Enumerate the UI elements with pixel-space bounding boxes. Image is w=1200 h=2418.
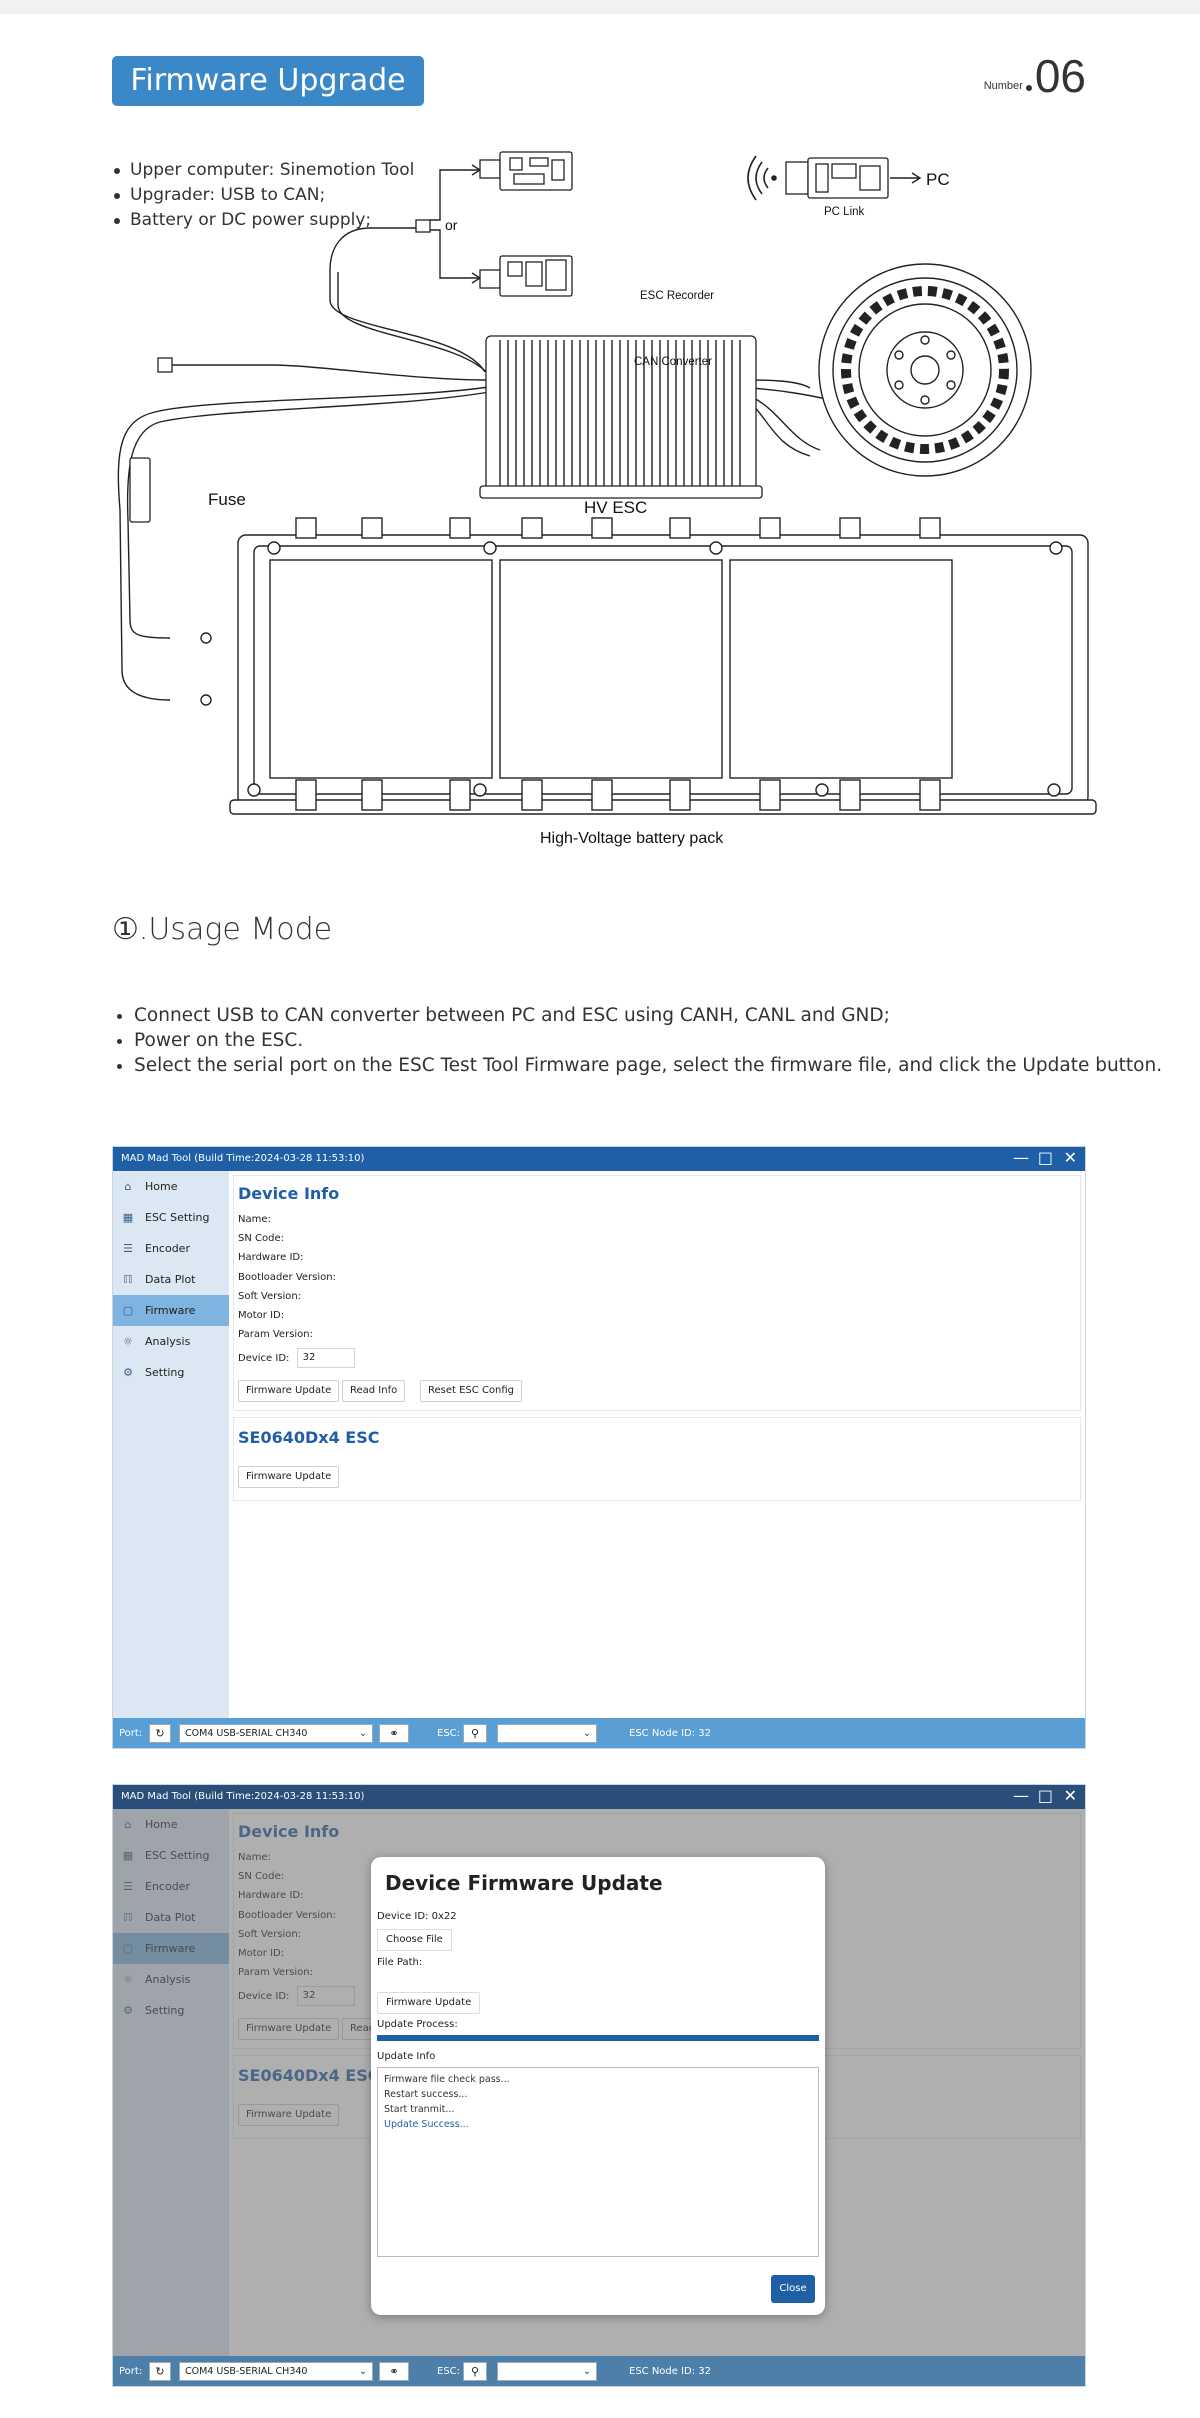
log-line: Restart success... xyxy=(384,2089,468,2100)
esc-select[interactable] xyxy=(497,1724,597,1743)
close-icon[interactable]: ✕ xyxy=(1063,1786,1077,1805)
esc-node-id: ESC Node ID: 32 xyxy=(629,1728,712,1739)
page-number xyxy=(984,52,1086,100)
mad-tool-window-update xyxy=(112,1784,1086,2387)
dialog-title: Device Firmware Update xyxy=(385,1871,663,1895)
usage-item: Power on the ESC. xyxy=(112,1028,1162,1053)
device-info-panel xyxy=(233,1175,1081,1411)
fuse-label: Fuse xyxy=(208,490,246,509)
maximize-icon[interactable]: □ xyxy=(1037,1148,1053,1167)
sidebar-item-label: ESC Setting xyxy=(145,1211,210,1224)
choose-file-button[interactable]: Choose File xyxy=(377,1929,452,1951)
search-esc-button[interactable]: ⚲ xyxy=(463,1724,487,1743)
home-icon: ⌂ xyxy=(124,1179,132,1193)
esc-firmware-update-button[interactable]: Firmware Update xyxy=(238,1466,339,1488)
sidebar-item-setting[interactable] xyxy=(113,1357,229,1388)
wiring-diagram xyxy=(110,150,1100,860)
esc-select[interactable] xyxy=(497,2362,597,2381)
esc-recorder-label: ESC Recorder xyxy=(640,290,715,302)
status-bar xyxy=(113,2356,1085,2386)
sidebar-item-data-plot[interactable] xyxy=(113,1264,229,1295)
minimize-icon[interactable]: — xyxy=(1013,1786,1029,1805)
firmware-icon: ▢ xyxy=(122,1303,134,1317)
analysis-icon: ☼ xyxy=(123,1334,133,1348)
motor-id-field: Motor ID: xyxy=(238,1310,285,1321)
or-label: or xyxy=(445,217,458,233)
sidebar-item-label: Data Plot xyxy=(145,1273,196,1286)
sidebar-item-label: Setting xyxy=(145,1366,185,1379)
port-select-value: COM4 USB-SERIAL CH340 xyxy=(185,1728,308,1739)
device-id-row xyxy=(238,1348,355,1368)
status-bar xyxy=(113,1718,1085,1748)
esc-node-id: ESC Node ID: 32 xyxy=(629,2366,712,2377)
esc-label: ESC: xyxy=(437,1728,461,1739)
sidebar xyxy=(113,1171,229,1718)
pc-link-label: PC Link xyxy=(824,206,865,218)
dialog-device-id: Device ID: 0x22 xyxy=(377,1911,457,1922)
sidebar-item-firmware[interactable] xyxy=(113,1295,229,1326)
esc-panel-title: SE0640Dx4 ESC xyxy=(238,1428,380,1447)
log-line-success: Update Success... xyxy=(384,2119,469,2130)
sidebar-item-home[interactable] xyxy=(113,1171,229,1202)
esc-setting-icon: ▦ xyxy=(122,1210,134,1224)
setup-item: Upper computer: Sinemotion Tool xyxy=(112,158,414,183)
setting-icon: ⚙ xyxy=(123,1365,133,1379)
sidebar-item-label: Analysis xyxy=(145,1335,191,1348)
hardware-id-field: Hardware ID: xyxy=(238,1252,304,1263)
log-line: Start tranmit... xyxy=(384,2104,455,2115)
section-title: Firmware Upgrade xyxy=(112,56,424,106)
close-button[interactable]: Close xyxy=(771,2275,815,2303)
window-title-bar xyxy=(113,1147,1085,1171)
port-select-value: COM4 USB-SERIAL CH340 xyxy=(185,2366,308,2377)
sidebar-item-esc-setting[interactable] xyxy=(113,1202,229,1233)
number-dot xyxy=(1026,85,1032,91)
bootloader-version-field: Bootloader Version: xyxy=(238,1272,336,1283)
main-content xyxy=(229,1171,1085,1718)
update-log xyxy=(377,2067,819,2257)
update-info-label: Update Info xyxy=(377,2051,436,2062)
close-icon[interactable]: ✕ xyxy=(1063,1148,1077,1167)
can-converter-label: CAN Converter xyxy=(634,356,712,368)
file-path-label: File Path: xyxy=(377,1957,423,1968)
port-label: Port: xyxy=(119,2366,143,2377)
update-process-label: Update Process: xyxy=(377,2019,458,2030)
soft-version-field: Soft Version: xyxy=(238,1291,302,1302)
usage-list xyxy=(112,1003,1162,1078)
data-plot-icon: ℿ xyxy=(123,1272,133,1286)
pc-label: PC xyxy=(926,170,950,189)
sn-code-field: SN Code: xyxy=(238,1233,284,1244)
name-field: Name: xyxy=(238,1214,271,1225)
usage-item: Connect USB to CAN converter between PC and ESC using CANH, CANL and GND; xyxy=(112,1003,1162,1028)
port-select[interactable] xyxy=(179,2362,373,2381)
window-title-bar xyxy=(113,1785,1085,1809)
device-id-label: Device ID: xyxy=(238,1353,290,1364)
setup-item: Upgrader: USB to CAN; xyxy=(112,183,414,208)
log-line: Firmware file check pass... xyxy=(384,2074,510,2085)
minimize-icon[interactable]: — xyxy=(1013,1148,1029,1167)
window-title: MAD Mad Tool (Build Time:2024-03-28 11:53:10) xyxy=(121,1791,365,1802)
progress-fill xyxy=(377,2035,819,2041)
sidebar-item-encoder[interactable] xyxy=(113,1233,229,1264)
search-esc-button[interactable]: ⚲ xyxy=(463,2362,487,2381)
sidebar-item-label: Encoder xyxy=(145,1242,190,1255)
usage-mode-title: ①.Usage Mode xyxy=(112,912,333,947)
number-value: 06 xyxy=(1034,50,1086,102)
firmware-update-dialog xyxy=(371,1857,825,2315)
window-title: MAD Mad Tool (Build Time:2024-03-28 11:53:10) xyxy=(121,1153,365,1164)
read-info-button[interactable]: Read Info xyxy=(342,1380,405,1402)
update-progress-bar xyxy=(377,2035,819,2041)
mad-tool-window xyxy=(112,1146,1086,1749)
usage-item: Select the serial port on the ESC Test Tool Firmware page, select the firmware file, and click the Update button. xyxy=(112,1053,1162,1078)
maximize-icon[interactable]: □ xyxy=(1037,1786,1053,1805)
param-version-field: Param Version: xyxy=(238,1329,314,1340)
chevron-down-icon: ⌄ xyxy=(359,1728,367,1739)
connect-link-button[interactable]: ⚭ xyxy=(379,2362,409,2381)
connect-link-button[interactable]: ⚭ xyxy=(379,1724,409,1743)
hv-esc-label: HV ESC xyxy=(584,498,648,517)
sidebar-item-label: Firmware xyxy=(145,1304,196,1317)
sidebar-item-label: Home xyxy=(145,1180,178,1193)
refresh-port-button[interactable]: ↻ xyxy=(149,1724,171,1743)
refresh-port-button[interactable]: ↻ xyxy=(149,2362,171,2381)
device-info-title: Device Info xyxy=(238,1184,340,1203)
esc-label: ESC: xyxy=(437,2366,461,2377)
device-id-input[interactable]: 32 xyxy=(297,1348,355,1368)
number-label: Number xyxy=(983,80,1023,92)
port-select[interactable] xyxy=(179,1724,373,1743)
reset-esc-config-button[interactable]: Reset ESC Config xyxy=(420,1380,522,1402)
chevron-down-icon: ⌄ xyxy=(359,2366,367,2377)
port-label: Port: xyxy=(119,1728,143,1739)
battery-label: High-Voltage battery pack xyxy=(540,830,724,847)
chevron-down-icon: ⌄ xyxy=(583,1728,591,1739)
setup-item: Battery or DC power supply; xyxy=(112,208,414,233)
firmware-update-button[interactable]: Firmware Update xyxy=(238,1380,339,1402)
esc-panel xyxy=(233,1417,1081,1501)
chevron-down-icon: ⌄ xyxy=(583,2366,591,2377)
dialog-firmware-update-button[interactable]: Firmware Update xyxy=(377,1992,480,2014)
encoder-icon: ☰ xyxy=(123,1241,133,1255)
sidebar-item-analysis[interactable] xyxy=(113,1326,229,1357)
top-bar xyxy=(0,0,1200,14)
